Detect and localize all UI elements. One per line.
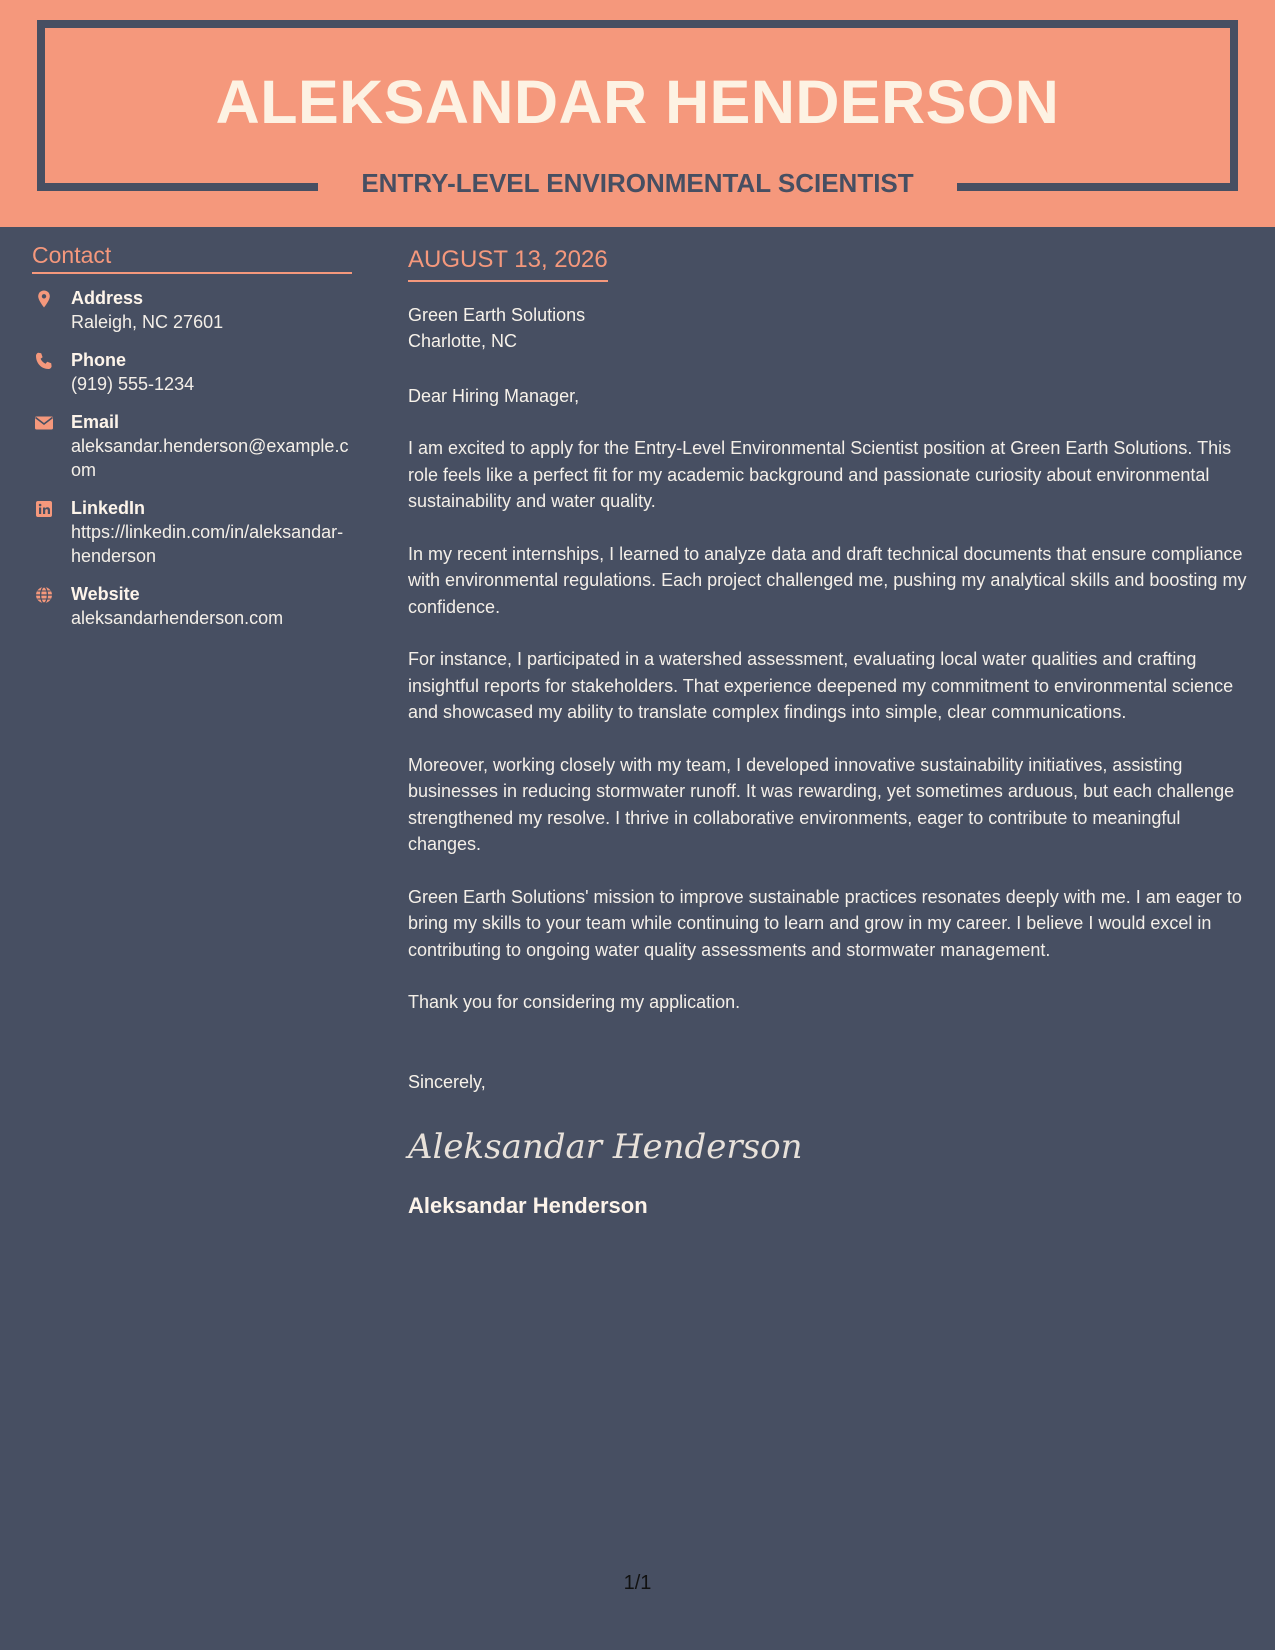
applicant-name: ALEKSANDAR HENDERSON — [215, 68, 1060, 136]
contact-value-linkedin[interactable]: https://linkedin.com/in/aleksandar-henderson — [71, 522, 344, 566]
handwritten-signature: Aleksandar Henderson — [408, 1126, 803, 1167]
page-number: 1/1 — [623, 1572, 652, 1594]
paragraph: Thank you for considering my application. — [408, 992, 741, 1012]
contact-value-website[interactable]: aleksandarhenderson.com — [71, 608, 284, 628]
recipient-block — [408, 302, 1248, 354]
envelope-icon — [34, 413, 54, 433]
paragraph: I am excited to apply for the Entry-Level Environmental Scientist position at Green Earth Solutions. This role feels like a perfect fit for my academic background and passionate curiosity about environmental sustainability and water quality. — [408, 438, 1232, 511]
phone-icon — [34, 351, 54, 371]
contact-label-address: Address — [71, 288, 144, 308]
signed-name: Aleksandar Henderson — [408, 1192, 648, 1218]
contact-label-email: Email — [71, 412, 120, 432]
contact-value-email[interactable]: aleksandar.henderson@example.com — [71, 436, 349, 480]
paragraph: Moreover, working closely with my team, I developed innovative sustainability initiatives, assisting businesses in reducing stormwater runoff. It was rewarding, yet sometimes arduous, but each challenge strengthened my resolve. I thrive in collaborative environments, eager to contribute to meaningful changes. — [408, 754, 1235, 854]
contact-value-address: Raleigh, NC 27601 — [71, 312, 224, 332]
letter-date: AUGUST 13, 2026 — [408, 244, 608, 282]
paragraph: For instance, I participated in a watershed assessment, evaluating local water qualities and crafting insightful reports for stakeholders. That experience deepened my commitment to environmental science and showcased my ability to translate complex findings into simple, clear communications. — [408, 649, 1234, 722]
contact-item-email — [32, 410, 352, 482]
recipient-company: Green Earth Solutions — [408, 305, 586, 325]
greeting: Dear Hiring Manager, — [408, 386, 580, 406]
contact-label-phone: Phone — [71, 350, 127, 370]
paragraph: Green Earth Solutions' mission to improve sustainable practices resonates deeply with me. I am eager to bring my skills to your team while continuing to learn and grow in my career. I believe I would excel in contributing to ongoing water quality assessments and stormwater management. — [408, 886, 1242, 960]
contact-label-linkedin: LinkedIn — [71, 498, 146, 518]
job-title: ENTRY-LEVEL ENVIRONMENTAL SCIENTIST — [361, 168, 914, 198]
contact-sidebar — [32, 240, 352, 644]
recipient-location: Charlotte, NC — [408, 331, 518, 351]
closing: Sincerely, — [408, 1071, 486, 1092]
letter-body — [408, 244, 1248, 1221]
contact-item-website — [32, 582, 352, 630]
linkedin-icon — [34, 499, 54, 519]
contact-value-phone: (919) 555-1234 — [71, 374, 195, 394]
contact-item-address — [32, 286, 352, 334]
contact-item-phone — [32, 348, 352, 396]
paragraph: In my recent internships, I learned to analyze data and draft technical documents that ensure compliance with environmental regulations. Each project challenged me, pushing my analytical skills and boosting my confidence. — [408, 543, 1247, 617]
contact-label-website: Website — [71, 584, 140, 604]
header-banner — [0, 0, 1275, 227]
contact-heading: Contact — [32, 240, 352, 274]
map-pin-icon — [34, 289, 54, 309]
header-frame-top — [37, 20, 1238, 28]
contact-item-linkedin — [32, 496, 352, 568]
globe-icon — [34, 585, 54, 605]
